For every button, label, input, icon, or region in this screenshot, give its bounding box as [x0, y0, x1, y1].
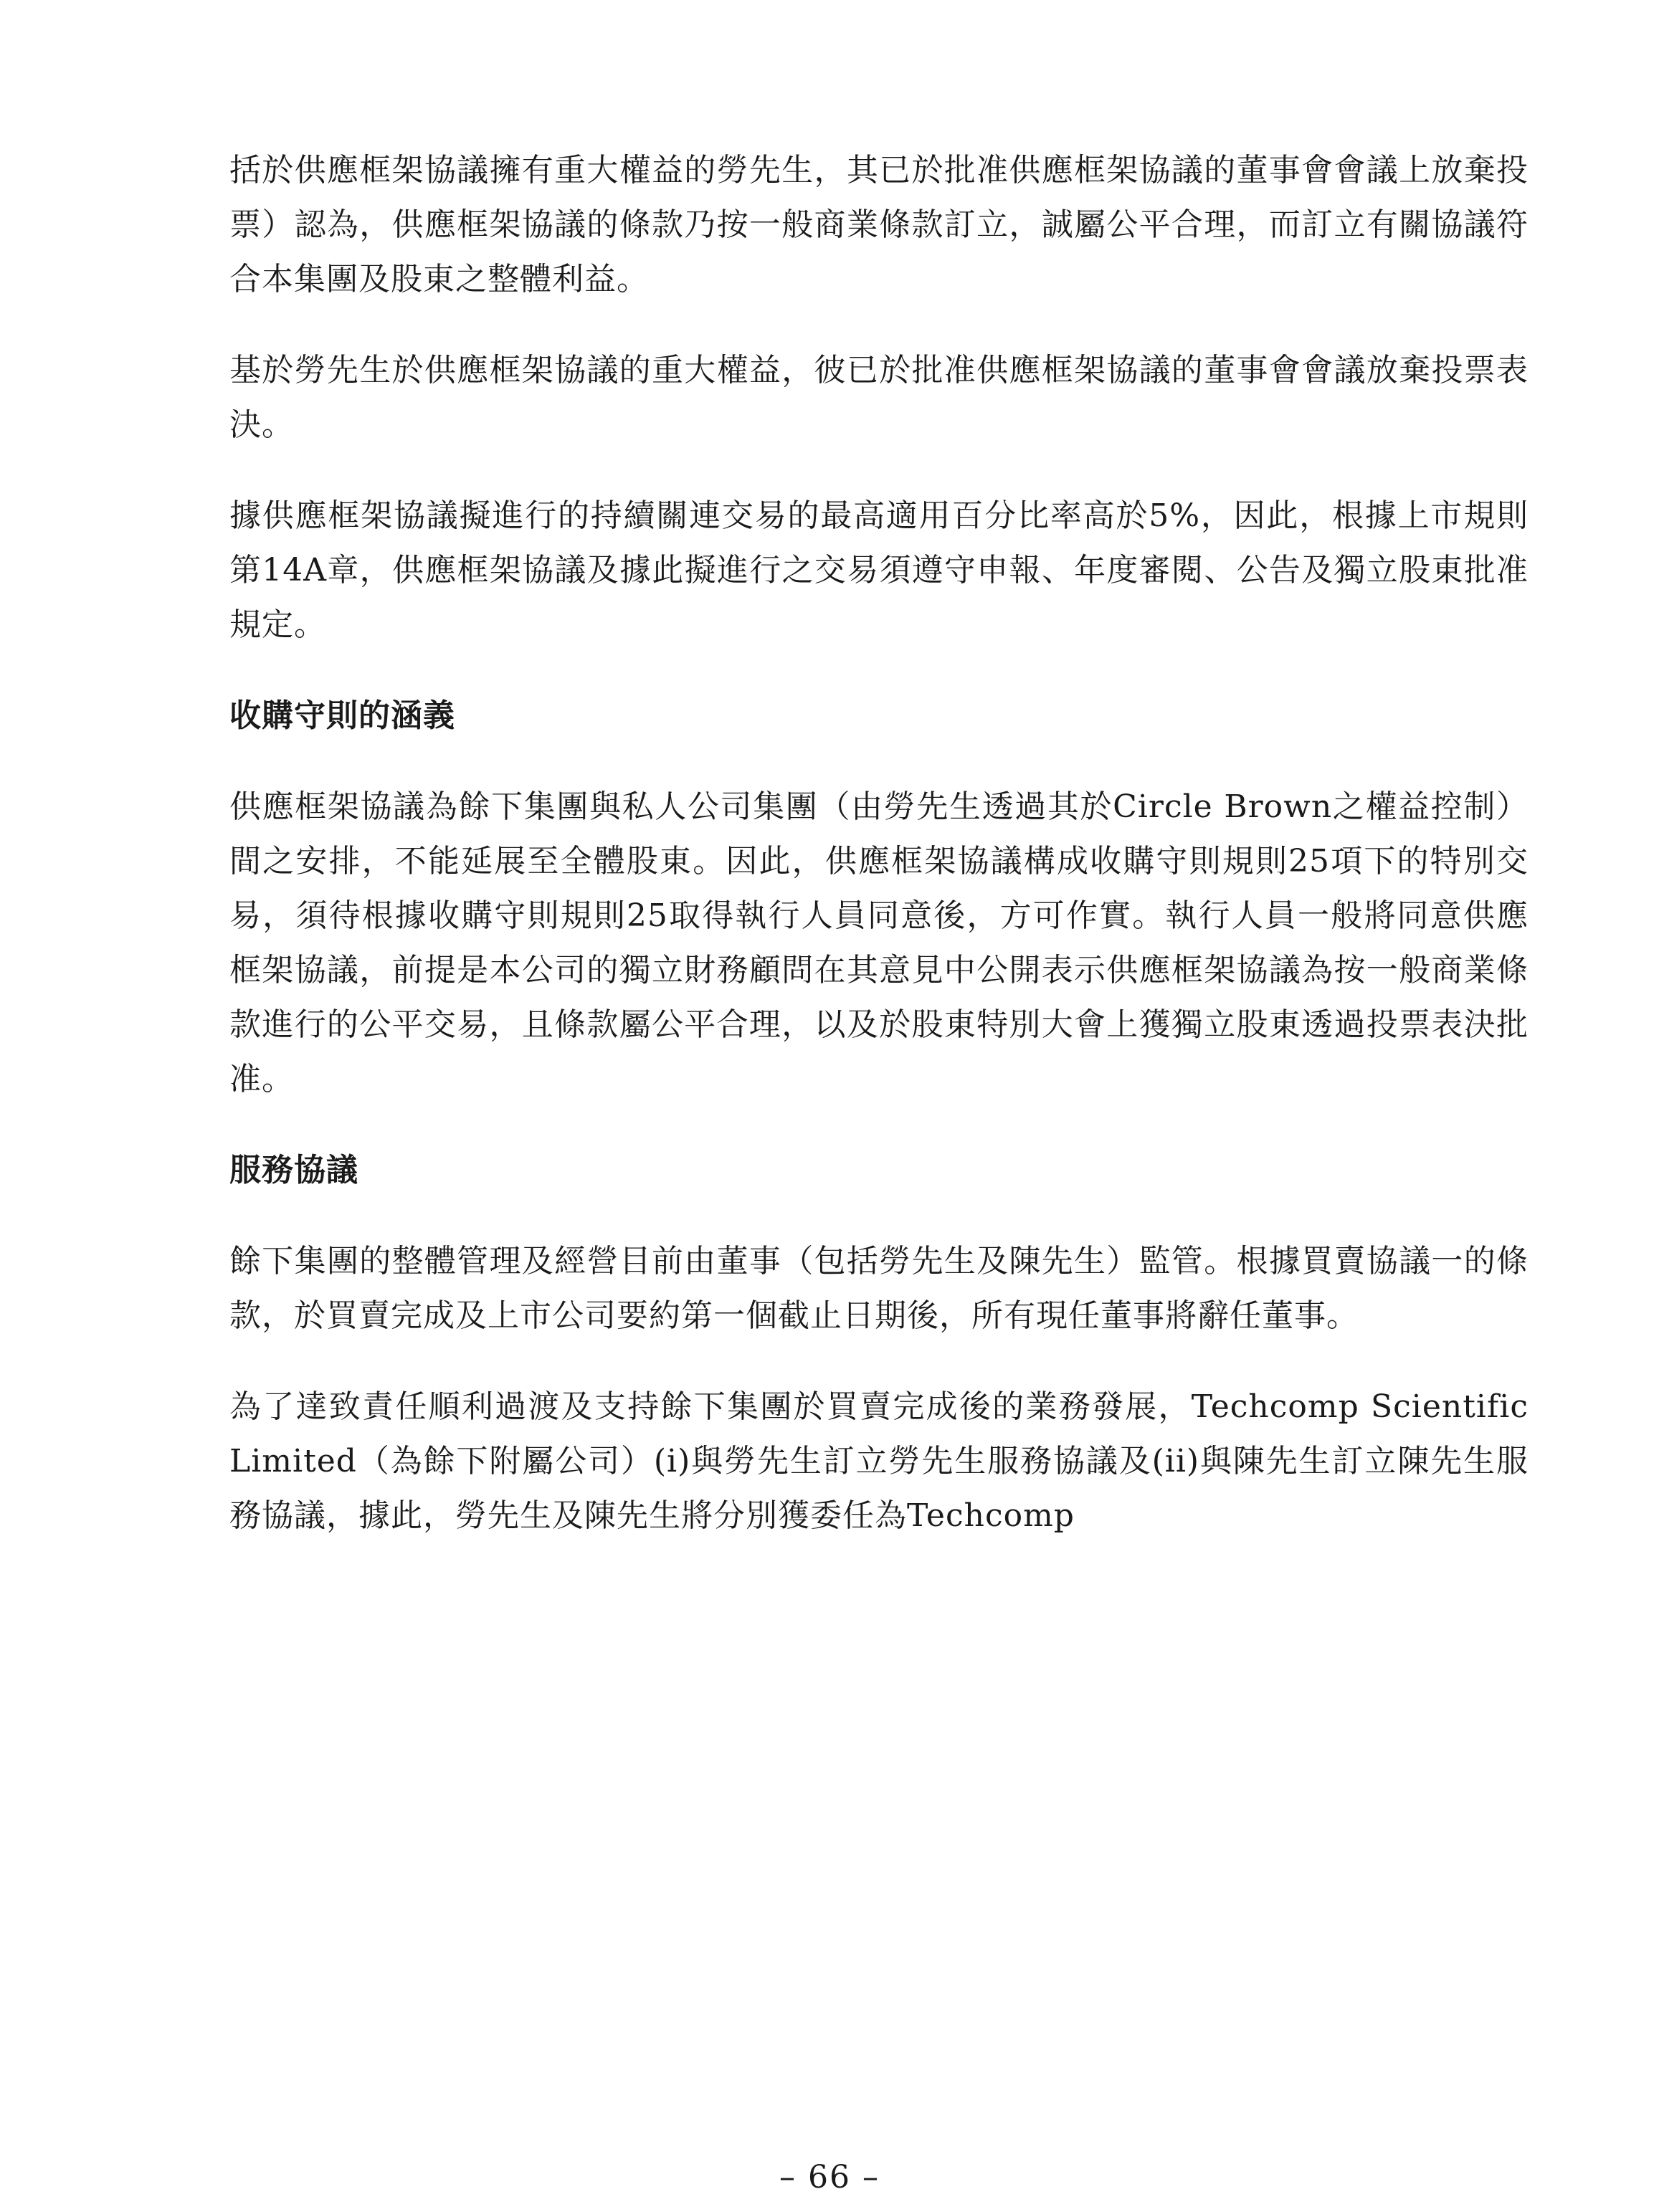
page-number: – 66 –	[779, 2159, 880, 2196]
paragraph-management: 餘下集團的整體管理及經營目前由董事（包括勞先生及陳先生）監管。根據買賣協議一的條款，於買賣完成及上市公司要約第一個截止日期後，所有現任董事將辭任董事。	[229, 1243, 1529, 1334]
paragraph-board-opinion: 括於供應框架協議擁有重大權益的勞先生，其已於批准供應框架協議的董事會會議上放棄投票）認為，供應框架協議的條款乃按一般商業條款訂立，誠屬公平合理，而訂立有關協議符合本集團及股東之整體利益。	[229, 152, 1529, 297]
heading-takeovers-code: 收購守則的涵義	[229, 697, 455, 734]
paragraph-abstain-voting: 基於勞先生於供應框架協議的重大權益，彼已於批准供應框架協議的董事會會議放棄投票表決。	[229, 352, 1529, 443]
paragraph-transition: 為了達致責任順利過渡及支持餘下集團於買賣完成後的業務發展，Techcomp Scientific Limited（為餘下附屬公司）(i)與勞先生訂立勞先生服務協議及(ii)與陳先生訂立陳先生服務協議，據此，勞先生及陳先生將分別獲委任為Techcomp	[229, 1388, 1529, 1534]
paragraph-listing-rules: 據供應框架協議擬進行的持續關連交易的最高適用百分比率高於5%，因此，根據上市規則第14A章，供應框架協議及據此擬進行之交易須遵守申報、年度審閱、公告及獨立股東批准規定。	[229, 497, 1529, 643]
heading-service-agreements: 服務協議	[229, 1152, 358, 1188]
paragraph-special-deal: 供應框架協議為餘下集團與私人公司集團（由勞先生透過其於Circle Brown之權益控制）間之安排，不能延展至全體股東。因此，供應框架協議構成收購守則規則25項下的特別交易，須待根據收購守則規則25取得執行人員同意後，方可作實。執行人員一般將同意供應框架協議，前提是本公司的獨立財務顧問在其意見中公開表示供應框架協議為按一般商業條款進行的公平交易，且條款屬公平合理，以及於股東特別大會上獲獨立股東透過投票表決批准。	[229, 788, 1529, 1097]
document-body	[229, 143, 1529, 1580]
